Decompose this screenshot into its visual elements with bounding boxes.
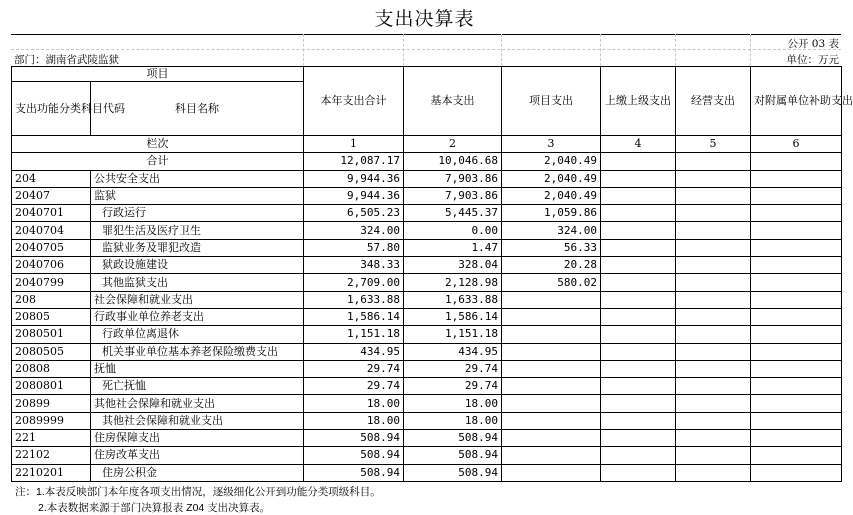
project-expense-cell xyxy=(502,378,601,395)
empty-cell xyxy=(676,291,751,308)
empty-cell xyxy=(676,222,751,239)
empty-cell xyxy=(676,464,751,481)
empty-cell xyxy=(751,308,842,325)
row-number: 6 xyxy=(751,136,842,153)
basic-expense-cell: 328.04 xyxy=(404,257,502,274)
subject-name-cell: 罪犯生活及医疗卫生 xyxy=(91,222,304,239)
code-cell: 2080505 xyxy=(12,343,91,360)
table-row xyxy=(12,326,842,343)
empty-cell xyxy=(676,170,751,187)
total-expense-cell: 6,505.23 xyxy=(304,205,404,222)
subject-name-cell: 住房公积金 xyxy=(91,464,304,481)
basic-expense-cell: 2,128.98 xyxy=(404,274,502,291)
basic-expense-cell: 7,903.86 xyxy=(404,187,502,204)
table-row xyxy=(12,360,842,377)
row-number: 2 xyxy=(404,136,502,153)
total-row xyxy=(12,153,842,170)
code-cell: 20808 xyxy=(12,360,91,377)
table-row xyxy=(12,395,842,412)
total-value: 12,087.17 xyxy=(304,153,404,170)
subject-name-cell: 狱政设施建设 xyxy=(91,257,304,274)
empty-cell xyxy=(676,412,751,429)
table-row xyxy=(12,205,842,222)
empty-cell xyxy=(601,326,676,343)
project-expense-cell xyxy=(502,412,601,429)
basic-expense-cell: 508.94 xyxy=(404,464,502,481)
empty-cell xyxy=(601,170,676,187)
empty-cell xyxy=(676,395,751,412)
project-expense-cell xyxy=(502,308,601,325)
subject-name-cell: 行政运行 xyxy=(91,205,304,222)
empty-cell xyxy=(676,326,751,343)
form-number: 公开 03 表 xyxy=(787,38,839,50)
total-expense-cell: 434.95 xyxy=(304,343,404,360)
subject-name-cell: 社会保障和就业支出 xyxy=(91,291,304,308)
table-row xyxy=(12,343,842,360)
subject-name-cell: 行政事业单位养老支出 xyxy=(91,308,304,325)
empty-cell xyxy=(751,170,842,187)
total-expense-cell: 508.94 xyxy=(304,464,404,481)
row-number: 5 xyxy=(676,136,751,153)
total-expense-cell: 2,709.00 xyxy=(304,274,404,291)
empty-cell xyxy=(751,343,842,360)
empty-cell xyxy=(676,153,751,170)
project-expense-cell: 2,040.49 xyxy=(502,170,601,187)
empty-cell xyxy=(601,274,676,291)
basic-expense-cell: 1.47 xyxy=(404,239,502,256)
basic-expense-cell: 18.00 xyxy=(404,412,502,429)
row-number-row xyxy=(12,136,842,153)
empty-cell xyxy=(751,153,842,170)
empty-cell xyxy=(751,326,842,343)
table-row xyxy=(12,239,842,256)
project-expense-cell: 2,040.49 xyxy=(502,187,601,204)
basic-expense-cell: 5,445.37 xyxy=(404,205,502,222)
basic-expense-cell: 18.00 xyxy=(404,395,502,412)
grid-guide xyxy=(750,34,751,66)
project-expense-cell xyxy=(502,343,601,360)
subject-name-cell: 死亡抚恤 xyxy=(91,378,304,395)
empty-cell xyxy=(601,257,676,274)
project-expense-cell xyxy=(502,291,601,308)
project-expense-cell xyxy=(502,360,601,377)
code-cell: 208 xyxy=(12,291,91,308)
project-expense-cell: 20.28 xyxy=(502,257,601,274)
unit-label: 单位：万元 xyxy=(786,54,839,66)
basic-expense-cell: 29.74 xyxy=(404,378,502,395)
empty-cell xyxy=(601,291,676,308)
basic-expense-cell: 1,586.14 xyxy=(404,308,502,325)
project-expense-cell xyxy=(502,447,601,464)
table-row xyxy=(12,222,842,239)
page-title: 支出决算表 xyxy=(374,8,475,30)
empty-cell xyxy=(751,257,842,274)
empty-cell xyxy=(676,447,751,464)
total-expense-cell: 1,633.88 xyxy=(304,291,404,308)
table-row xyxy=(12,464,842,481)
grid-guide xyxy=(403,34,404,66)
empty-cell xyxy=(751,239,842,256)
empty-cell xyxy=(751,222,842,239)
code-cell: 2040704 xyxy=(12,222,91,239)
empty-cell xyxy=(601,239,676,256)
code-cell: 2040705 xyxy=(12,239,91,256)
empty-cell xyxy=(601,308,676,325)
total-expense-cell: 9,944.36 xyxy=(304,170,404,187)
header-code: 支出功能分类科目代码 xyxy=(12,82,91,136)
total-label: 合计 xyxy=(12,153,304,170)
subject-name-cell: 抚恤 xyxy=(91,360,304,377)
total-expense-cell: 508.94 xyxy=(304,430,404,447)
empty-cell xyxy=(751,395,842,412)
grid-guide xyxy=(303,34,304,66)
code-cell: 20805 xyxy=(12,308,91,325)
table-row xyxy=(12,308,842,325)
subject-name-cell: 公共安全支出 xyxy=(91,170,304,187)
empty-cell xyxy=(751,464,842,481)
total-expense-cell: 324.00 xyxy=(304,222,404,239)
basic-expense-cell: 434.95 xyxy=(404,343,502,360)
subject-name-cell: 行政单位离退休 xyxy=(91,326,304,343)
code-cell: 2080801 xyxy=(12,378,91,395)
empty-cell xyxy=(751,412,842,429)
project-expense-cell xyxy=(502,464,601,481)
subject-name-cell: 住房保障支出 xyxy=(91,430,304,447)
code-cell: 221 xyxy=(12,430,91,447)
empty-cell xyxy=(676,257,751,274)
empty-cell xyxy=(676,343,751,360)
project-expense-cell: 1,059.86 xyxy=(502,205,601,222)
code-cell: 2040706 xyxy=(12,257,91,274)
code-cell: 204 xyxy=(12,170,91,187)
project-expense-cell xyxy=(502,395,601,412)
code-cell: 2040701 xyxy=(12,205,91,222)
empty-cell xyxy=(601,187,676,204)
table-row xyxy=(12,430,842,447)
basic-expense-cell: 0.00 xyxy=(404,222,502,239)
row-number-label: 栏次 xyxy=(12,136,304,153)
total-expense-cell: 29.74 xyxy=(304,360,404,377)
project-expense-cell xyxy=(502,326,601,343)
total-expense-cell: 1,586.14 xyxy=(304,308,404,325)
row-number: 4 xyxy=(601,136,676,153)
basic-expense-cell: 508.94 xyxy=(404,430,502,447)
basic-expense-cell: 1,633.88 xyxy=(404,291,502,308)
empty-cell xyxy=(601,343,676,360)
empty-cell xyxy=(751,291,842,308)
note-1: 注：1.本表反映部门本年度各项支出情况，逐级细化公开到功能分类项级科目。 xyxy=(15,486,381,498)
header-col2: 基本支出 xyxy=(404,67,502,136)
total-expense-cell: 18.00 xyxy=(304,412,404,429)
code-cell: 2089999 xyxy=(12,412,91,429)
header-item: 项目 xyxy=(12,67,304,82)
header-col5: 经营支出 xyxy=(676,67,751,136)
basic-expense-cell: 508.94 xyxy=(404,447,502,464)
code-cell: 22102 xyxy=(12,447,91,464)
table-row xyxy=(12,378,842,395)
table-row xyxy=(12,257,842,274)
subject-name-cell: 其他社会保障和就业支出 xyxy=(91,395,304,412)
project-expense-cell: 56.33 xyxy=(502,239,601,256)
empty-cell xyxy=(601,464,676,481)
empty-cell xyxy=(751,187,842,204)
code-cell: 2080501 xyxy=(12,326,91,343)
total-expense-cell: 9,944.36 xyxy=(304,187,404,204)
empty-cell xyxy=(676,239,751,256)
header-col3: 项目支出 xyxy=(502,67,601,136)
empty-cell xyxy=(751,447,842,464)
expenditure-table xyxy=(11,66,853,482)
empty-cell xyxy=(601,412,676,429)
department-label: 部门：湖南省武陵监狱 xyxy=(14,54,119,66)
code-cell: 2210201 xyxy=(12,464,91,481)
project-expense-cell: 324.00 xyxy=(502,222,601,239)
grid-guide xyxy=(600,34,601,66)
empty-cell xyxy=(751,274,842,291)
table-row xyxy=(12,291,842,308)
total-expense-cell: 29.74 xyxy=(304,378,404,395)
grid-guide xyxy=(675,34,676,66)
total-value: 2,040.49 xyxy=(502,153,601,170)
code-cell: 2040799 xyxy=(12,274,91,291)
row-number: 1 xyxy=(304,136,404,153)
total-expense-cell: 1,151.18 xyxy=(304,326,404,343)
empty-cell xyxy=(751,378,842,395)
title-divider xyxy=(11,34,841,35)
empty-cell xyxy=(601,378,676,395)
grid-guide xyxy=(501,34,502,66)
empty-cell xyxy=(751,205,842,222)
subject-name-cell: 监狱 xyxy=(91,187,304,204)
header-row xyxy=(12,67,842,82)
code-cell: 20407 xyxy=(12,187,91,204)
total-expense-cell: 348.33 xyxy=(304,257,404,274)
empty-cell xyxy=(751,360,842,377)
empty-cell xyxy=(676,205,751,222)
empty-cell xyxy=(676,308,751,325)
empty-cell xyxy=(601,153,676,170)
subject-name-cell: 其他社会保障和就业支出 xyxy=(91,412,304,429)
empty-cell xyxy=(676,187,751,204)
header-col4: 上缴上级支出 xyxy=(601,67,676,136)
empty-cell xyxy=(601,360,676,377)
table-row xyxy=(12,170,842,187)
empty-cell xyxy=(601,395,676,412)
project-expense-cell: 580.02 xyxy=(502,274,601,291)
empty-cell xyxy=(601,205,676,222)
header-subject: 科目名称 xyxy=(91,82,304,136)
empty-cell xyxy=(676,430,751,447)
subject-name-cell: 监狱业务及罪犯改造 xyxy=(91,239,304,256)
basic-expense-cell: 7,903.86 xyxy=(404,170,502,187)
table-row xyxy=(12,274,842,291)
grid-guide xyxy=(11,49,841,50)
basic-expense-cell: 29.74 xyxy=(404,360,502,377)
basic-expense-cell: 1,151.18 xyxy=(404,326,502,343)
empty-cell xyxy=(676,378,751,395)
empty-cell xyxy=(601,430,676,447)
total-value: 10,046.68 xyxy=(404,153,502,170)
total-expense-cell: 18.00 xyxy=(304,395,404,412)
note-2: 2.本表数据来源于部门决算报表 Z04 支出决算表。 xyxy=(38,502,271,514)
total-expense-cell: 508.94 xyxy=(304,447,404,464)
total-expense-cell: 57.80 xyxy=(304,239,404,256)
table-row xyxy=(12,447,842,464)
subject-name-cell: 住房改革支出 xyxy=(91,447,304,464)
table-row xyxy=(12,412,842,429)
table-row xyxy=(12,187,842,204)
empty-cell xyxy=(601,447,676,464)
header-col6: 对附属单位补助支出 xyxy=(751,67,842,136)
empty-cell xyxy=(676,360,751,377)
project-expense-cell xyxy=(502,430,601,447)
empty-cell xyxy=(601,222,676,239)
subject-name-cell: 其他监狱支出 xyxy=(91,274,304,291)
subject-name-cell: 机关事业单位基本养老保险缴费支出 xyxy=(91,343,304,360)
empty-cell xyxy=(751,430,842,447)
row-number: 3 xyxy=(502,136,601,153)
code-cell: 20899 xyxy=(12,395,91,412)
empty-cell xyxy=(676,274,751,291)
header-col1: 本年支出合计 xyxy=(304,67,404,136)
